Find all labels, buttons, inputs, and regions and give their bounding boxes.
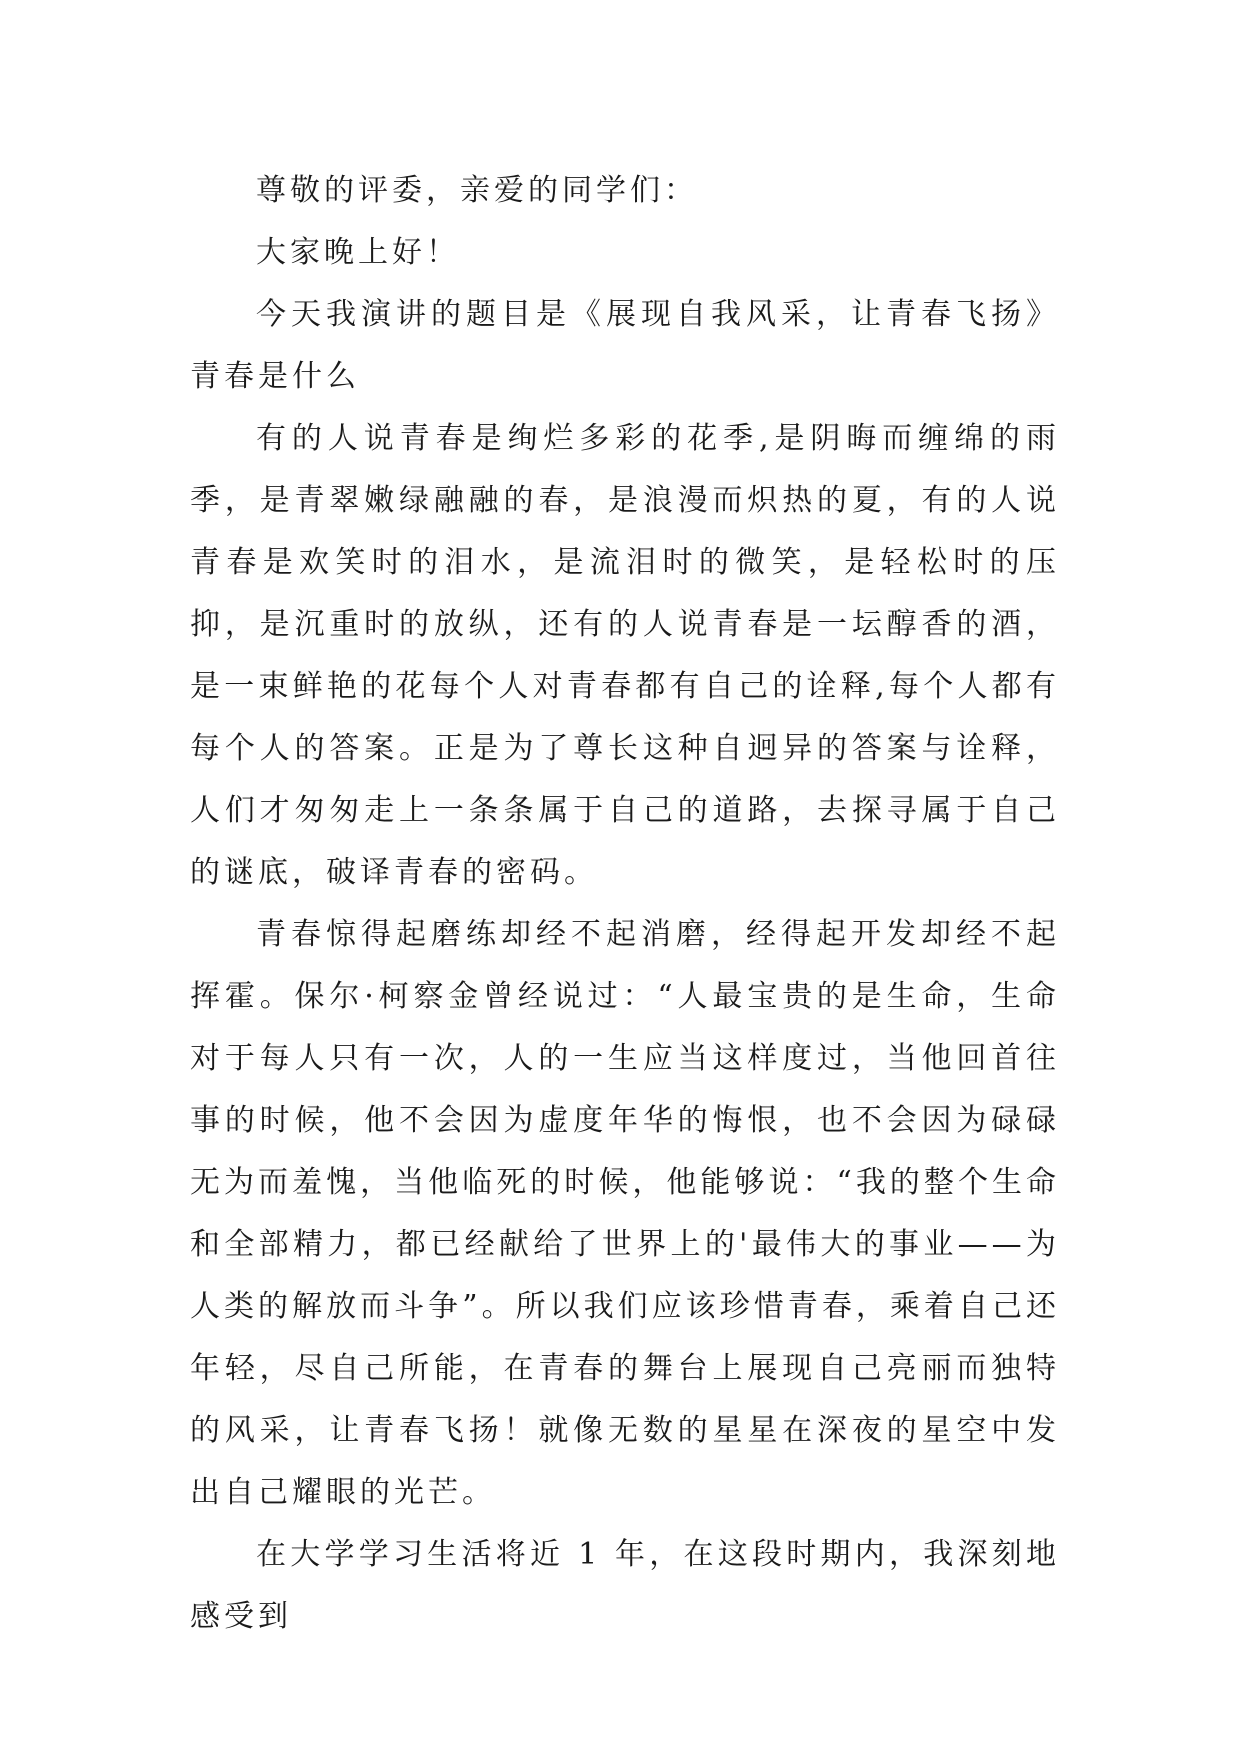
paragraph-salutation: 尊敬的评委，亲爱的同学们： <box>256 173 698 208</box>
paragraph-university-life: 在大学学习生活将近 1 年，在这段时期内，我深刻地感受到 <box>190 1537 1060 1634</box>
document-body <box>190 160 1060 1648</box>
paragraph-topic: 今天我演讲的题目是《展现自我风采，让青春飞扬》青春是什么 <box>190 297 1060 394</box>
paragraph-greeting: 大家晚上好！ <box>256 235 460 270</box>
paragraph-pavel-quote: 青春惊得起磨练却经不起消磨，经得起开发却经不起挥霍。保尔·柯察金曾经说过：“人最宝贵的是生命，生命对于每人只有一次，人的一生应当这样度过，当他回首往事的时候，他不会因为虚度年华的悔恨，也不会因为碌碌无为而羞愧，当他临死的时候，他能够说：“我的整个生命和全部精力，都已经献给了世界上的'最伟大的事业——为人类的解放而斗争”。所以我们应该珍惜青春，乘着自己还年轻，尽自己所能，在青春的舞台上展现自己亮丽而独特的风采，让青春飞扬！就像无数的星星在深夜的星空中发出自己耀眼的光芒。 <box>190 917 1060 1510</box>
paragraph-youth-definitions: 有的人说青春是绚烂多彩的花季,是阴晦而缠绵的雨季，是青翠嫩绿融融的春，是浪漫而炽热的夏，有的人说青春是欢笑时的泪水，是流泪时的微笑，是轻松时的压抑，是沉重时的放纵，还有的人说青春是一坛醇香的酒，是一束鲜艳的花每个人对青春都有自己的诠释,每个人都有每个人的答案。正是为了尊长这种自迥异的答案与诠释，人们才匆匆走上一条条属于自己的道路，去探寻属于自己的谜底，破译青春的密码。 <box>190 421 1060 890</box>
